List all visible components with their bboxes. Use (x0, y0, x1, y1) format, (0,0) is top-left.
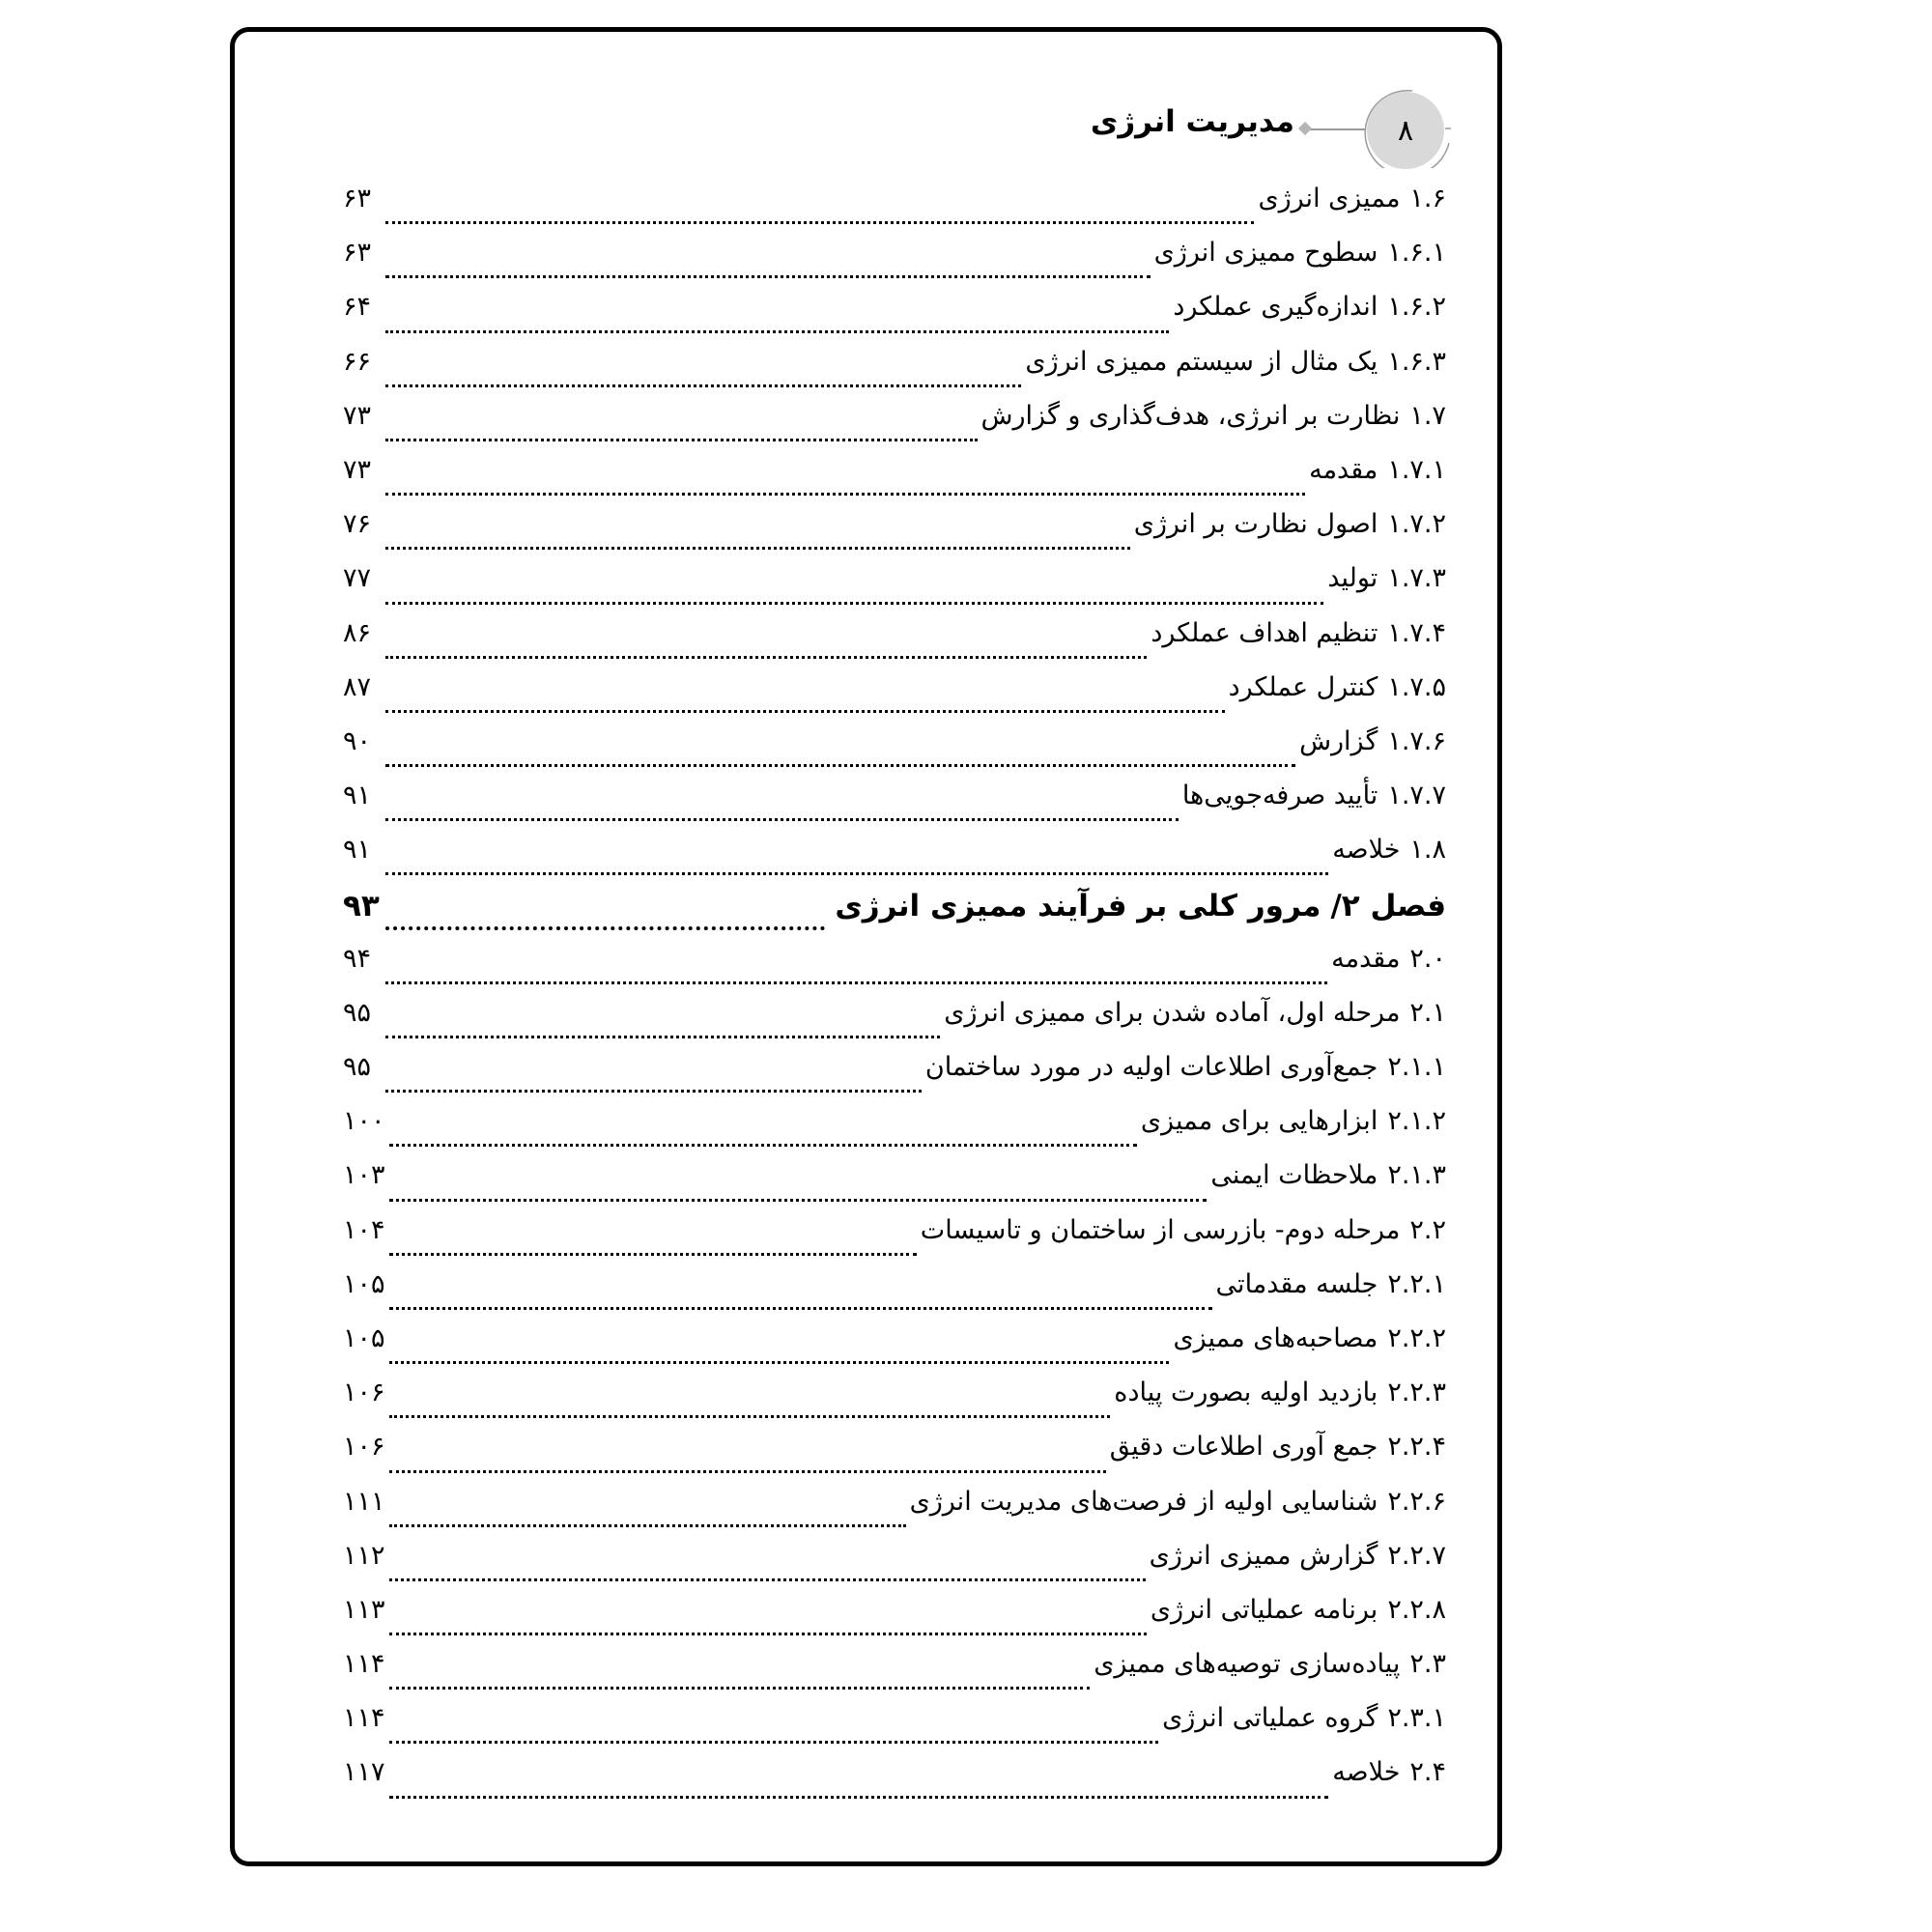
toc-entry-number: ۲.۱.۱ (1387, 1052, 1446, 1082)
toc-entry-number: ۲.۳ (1409, 1649, 1446, 1680)
toc-dot-leader (389, 1198, 1208, 1202)
toc-entry-page: ۱۱۷ (343, 1757, 385, 1788)
toc-dot-leader (385, 438, 978, 441)
toc-entry-page: ۶۳ (343, 238, 372, 269)
toc-dot-leader (385, 546, 1130, 550)
toc-entry-number: ۱.۷.۷ (1387, 781, 1446, 811)
toc-dot-leader (385, 492, 1305, 496)
toc-entry-title: کنترل عملکرد (1228, 671, 1378, 702)
toc-dot-leader (385, 220, 1254, 224)
toc-entry[interactable] (343, 563, 1446, 617)
toc-entry-page: ۸۶ (343, 617, 372, 648)
toc-entry-page: ۱۱۱ (343, 1486, 385, 1517)
toc-dot-leader (389, 1795, 1329, 1799)
toc-entry-number: ۲.۱.۲ (1387, 1106, 1446, 1137)
toc-entry-title: مرحله اول، آماده شدن برای ممیزی انرژی (944, 997, 1401, 1028)
toc-entry-title: مرور کلی بر فرآیند ممیزی انرژی (835, 889, 1321, 924)
toc-entry[interactable] (343, 455, 1446, 509)
toc-dot-leader (389, 1523, 906, 1527)
toc-entry-page: ۱۰۵ (343, 1322, 385, 1353)
toc-entry[interactable] (343, 1541, 1446, 1595)
toc-entry-page: ۸۷ (343, 671, 372, 702)
table-of-contents (343, 184, 1446, 1812)
toc-entry[interactable] (343, 401, 1446, 455)
toc-dot-leader (385, 763, 1295, 767)
toc-entry-page: ۶۴ (343, 292, 372, 323)
toc-entry-number: ۱.۸ (1409, 835, 1446, 866)
toc-entry-number: ۱.۶ (1409, 184, 1446, 213)
toc-entry-title: بازدید اولیه بصورت پیاده (1114, 1378, 1378, 1408)
toc-entry-page: ۱۰۶ (343, 1378, 385, 1408)
page-number-badge (1367, 92, 1444, 169)
toc-entry-title: خلاصه (1332, 1757, 1401, 1788)
toc-entry-title: گزارش ممیزی انرژی (1149, 1540, 1378, 1571)
toc-entry[interactable] (343, 1106, 1446, 1160)
toc-entry-page: ۱۰۰ (343, 1106, 385, 1137)
book-title: مدیریت انرژی (1090, 104, 1294, 139)
toc-entry-page: ۱۱۳ (343, 1594, 385, 1625)
toc-entry-title: مقدمه (1331, 943, 1401, 974)
toc-dot-leader (385, 925, 825, 930)
toc-entry[interactable] (343, 1649, 1446, 1703)
toc-dot-leader (389, 1306, 1212, 1310)
toc-entry-title: سطوح ممیزی انرژی (1153, 238, 1378, 269)
toc-entry-number: ۲.۲.۲ (1387, 1322, 1446, 1353)
toc-entry-number: ۲.۲.۱ (1387, 1268, 1446, 1299)
toc-entry[interactable] (343, 1378, 1446, 1432)
toc-entry-title: اندازه‌گیری عملکرد (1173, 292, 1378, 323)
toc-entry-title: برنامه عملیاتی انرژی (1150, 1594, 1378, 1625)
toc-dot-leader (389, 1360, 1170, 1364)
toc-dot-leader (389, 1414, 1111, 1418)
header-connector-line (1310, 128, 1366, 130)
toc-dot-leader (385, 980, 1327, 984)
toc-entry-number: ۱.۷.۴ (1387, 617, 1446, 648)
toc-entry-page: ۱۱۲ (343, 1540, 385, 1571)
toc-entry[interactable] (343, 618, 1446, 672)
toc-entry-number: ۱.۷.۱ (1387, 454, 1446, 485)
toc-entry-number: ۱.۷ (1409, 400, 1446, 431)
toc-entry-page: ۱۰۳ (343, 1160, 385, 1191)
toc-entry[interactable] (343, 835, 1446, 889)
toc-entry-title: تولید (1327, 563, 1378, 594)
toc-entry-page: ۷۳ (343, 400, 372, 431)
toc-entry-title: تنظیم اهداف عملکرد (1151, 617, 1378, 648)
toc-chapter-entry[interactable] (343, 889, 1446, 943)
toc-entry-title: ملاحظات ایمنی (1210, 1160, 1378, 1191)
toc-entry-page: ۶۳ (343, 184, 372, 213)
toc-entry-number: ۲.۴ (1409, 1757, 1446, 1788)
diamond-icon (1298, 122, 1312, 135)
toc-entry-title: گزارش (1299, 725, 1378, 756)
toc-dot-leader (389, 1740, 1159, 1744)
toc-entry-title: مقدمه (1309, 454, 1378, 485)
toc-entry-page: ۹۱ (343, 781, 372, 811)
toc-entry-number: ۲.۳.۱ (1387, 1703, 1446, 1734)
toc-entry-title: خلاصه (1332, 835, 1401, 866)
toc-dot-leader (385, 817, 1179, 821)
toc-entry-title: یک مثال از سیستم ممیزی انرژی (1025, 346, 1378, 377)
toc-entry-page: ۹۳ (343, 889, 380, 924)
toc-entry[interactable] (343, 781, 1446, 835)
toc-entry[interactable] (343, 1595, 1446, 1649)
toc-entry-page: ۷۳ (343, 454, 372, 485)
toc-entry-number: ۲.۱.۳ (1387, 1160, 1446, 1191)
toc-entry[interactable] (343, 347, 1446, 401)
toc-entry-page: ۱۱۴ (343, 1703, 385, 1734)
toc-entry-page: ۱۱۴ (343, 1649, 385, 1680)
toc-dot-leader (385, 601, 1323, 605)
toc-entry[interactable] (343, 184, 1446, 238)
toc-entry[interactable] (343, 1757, 1446, 1811)
toc-entry-title: جمع آوری اطلاعات دقیق (1109, 1432, 1378, 1463)
toc-entry[interactable] (343, 998, 1446, 1052)
toc-dot-leader (385, 329, 1169, 333)
toc-entry-page: ۹۵ (343, 1052, 372, 1082)
toc-dot-leader (389, 1143, 1137, 1147)
toc-entry-page: ۷۷ (343, 563, 372, 594)
toc-entry-number: ۱.۷.۳ (1387, 563, 1446, 594)
toc-entry-title: مصاحبه‌های ممیزی (1173, 1322, 1378, 1353)
toc-dot-leader (385, 274, 1151, 278)
toc-entry-number: ۱.۷.۶ (1387, 725, 1446, 756)
toc-entry-title: اصول نظارت بر انرژی (1133, 509, 1378, 540)
toc-entry-title: گروه عملیاتی انرژی (1162, 1703, 1378, 1734)
toc-entry-number: فصل ۲/ (1330, 889, 1446, 924)
toc-entry[interactable] (343, 238, 1446, 292)
toc-entry[interactable] (343, 726, 1446, 781)
toc-entry[interactable] (343, 1052, 1446, 1106)
toc-entry-page: ۹۴ (343, 943, 372, 974)
toc-entry-title: شناسایی اولیه از فرصت‌های مدیریت انرژی (909, 1486, 1378, 1517)
toc-entry[interactable] (343, 509, 1446, 563)
toc-entry-page: ۹۰ (343, 725, 372, 756)
toc-entry[interactable] (343, 1703, 1446, 1757)
toc-entry-number: ۱.۶.۱ (1387, 238, 1446, 269)
toc-entry[interactable] (343, 292, 1446, 346)
toc-entry-page: ۱۰۵ (343, 1268, 385, 1299)
toc-entry-page: ۱۰۶ (343, 1432, 385, 1463)
toc-entry-number: ۱.۷.۵ (1387, 671, 1446, 702)
toc-entry-number: ۱.۶.۳ (1387, 346, 1446, 377)
toc-entry-number: ۲.۲.۸ (1387, 1594, 1446, 1625)
toc-entry-page: ۷۶ (343, 509, 372, 540)
toc-dot-leader (385, 1089, 922, 1093)
toc-dot-leader (385, 709, 1225, 713)
toc-entry[interactable] (343, 1432, 1446, 1486)
page-header (0, 0, 1932, 193)
toc-dot-leader (389, 1632, 1147, 1635)
toc-entry-number: ۲.۱ (1409, 997, 1446, 1028)
page-number: ۸ (1397, 113, 1414, 148)
toc-entry-page: ۶۶ (343, 346, 372, 377)
toc-entry[interactable] (343, 1215, 1446, 1269)
toc-entry-number: ۱.۶.۲ (1387, 292, 1446, 323)
toc-entry-title: جمع‌آوری اطلاعات اولیه در مورد ساختمان (924, 1052, 1378, 1082)
toc-entry-number: ۲.۲ (1409, 1214, 1446, 1245)
toc-entry-number: ۲.۲.۶ (1387, 1486, 1446, 1517)
toc-entry-title: نظارت بر انرژی، هدف‌گذاری و گزارش (980, 400, 1401, 431)
toc-entry[interactable] (343, 1269, 1446, 1323)
toc-entry-page: ۹۵ (343, 997, 372, 1028)
toc-dot-leader (385, 655, 1147, 659)
toc-entry[interactable] (343, 1487, 1446, 1541)
toc-entry-title: مرحله دوم- بازرسی از ساختمان و تاسیسات (920, 1214, 1401, 1245)
toc-dot-leader (389, 1686, 1091, 1690)
toc-dot-leader (389, 1252, 917, 1256)
toc-entry[interactable] (343, 944, 1446, 998)
toc-entry-number: ۲.۲.۳ (1387, 1378, 1446, 1408)
toc-entry-number: ۲.۲.۷ (1387, 1540, 1446, 1571)
toc-entry[interactable] (343, 1160, 1446, 1214)
toc-entry-title: ابزارهایی برای ممیزی (1140, 1106, 1378, 1137)
toc-entry[interactable] (343, 672, 1446, 726)
toc-entry-page: ۹۱ (343, 835, 372, 866)
toc-entry-page: ۱۰۴ (343, 1214, 385, 1245)
toc-entry-title: پیاده‌سازی توصیه‌های ممیزی (1094, 1649, 1401, 1680)
toc-dot-leader (389, 1577, 1146, 1581)
toc-entry-title: ممیزی انرژی (1258, 184, 1401, 213)
toc-dot-leader (385, 384, 1021, 387)
toc-entry-number: ۲.۰ (1409, 943, 1446, 974)
toc-dot-leader (385, 1035, 940, 1038)
toc-entry-title: تأیید صرفه‌جویی‌ها (1181, 781, 1378, 811)
toc-dot-leader (389, 1469, 1106, 1473)
toc-entry-number: ۱.۷.۲ (1387, 509, 1446, 540)
toc-dot-leader (385, 871, 1328, 875)
toc-entry[interactable] (343, 1323, 1446, 1378)
toc-entry-title: جلسه مقدماتی (1215, 1268, 1378, 1299)
toc-entry-number: ۲.۲.۴ (1387, 1432, 1446, 1463)
